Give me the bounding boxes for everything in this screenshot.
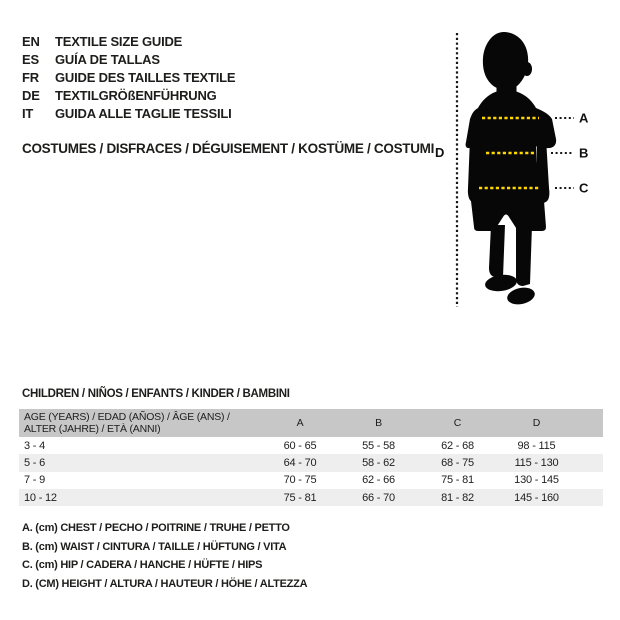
- language-row-es: [22, 51, 235, 69]
- age-cell: 3 - 4: [24, 439, 46, 452]
- chest-value: 70 - 75: [283, 474, 317, 487]
- language-list: [22, 33, 235, 123]
- height-value: 130 - 145: [514, 474, 559, 487]
- language-title: GUIDE DES TAILLES TEXTILE: [55, 70, 236, 85]
- language-title: TEXTILE SIZE GUIDE: [55, 34, 183, 49]
- chest-value: 60 - 65: [283, 439, 317, 452]
- language-row-it: [22, 105, 235, 123]
- language-title: GUÍA DE TALLAS: [55, 52, 160, 67]
- hip-label-c: C: [579, 180, 589, 196]
- waist-value: 62 - 66: [362, 474, 395, 487]
- age-cell: 10 - 12: [19, 489, 261, 506]
- table-row: [19, 437, 603, 454]
- height-value: 115 - 130: [497, 454, 576, 471]
- chest-label-a: A: [579, 110, 589, 126]
- age-header-line2: ALTER (JAHRE) / ETÀ (ANNI): [24, 423, 161, 435]
- table-row: [19, 489, 603, 506]
- height-value: 145 - 160: [497, 489, 576, 506]
- language-code: EN: [22, 34, 40, 49]
- language-row-de: [22, 87, 235, 105]
- height-label-d: D: [435, 145, 445, 160]
- waist-label-b: B: [579, 145, 589, 161]
- column-header-a: A: [261, 409, 339, 437]
- language-title: GUIDA ALLE TAGLIE TESSILI: [55, 106, 232, 121]
- table-row: [19, 472, 603, 489]
- legend-height: D. (CM) HEIGHT / ALTURA / HAUTEUR / HÖHE / ALTEZZA: [22, 577, 308, 590]
- waist-value: 55 - 58: [362, 439, 395, 452]
- language-code: FR: [22, 70, 39, 85]
- header-spacer: [576, 409, 603, 437]
- language-row-fr: [22, 69, 235, 87]
- age-cell: 5 - 6: [19, 454, 261, 471]
- measurement-figure: [425, 20, 620, 320]
- size-table: [19, 409, 603, 506]
- language-code: IT: [22, 106, 34, 121]
- language-title: TEXTILGRÖßENFÜHRUNG: [55, 88, 217, 103]
- category-title: COSTUMES / DISFRACES / DÉGUISEMENT / KOSTÜME / COSTUMI: [22, 141, 435, 156]
- age-column-header: [19, 409, 261, 437]
- language-row-en: [22, 33, 235, 51]
- chest-value: 75 - 81: [261, 489, 339, 506]
- waist-value: 58 - 62: [339, 454, 418, 471]
- table-row: [19, 454, 603, 471]
- column-header-c: C: [418, 409, 497, 437]
- table-header-row: [19, 409, 603, 437]
- age-cell: 7 - 9: [24, 474, 46, 487]
- chest-value: 64 - 70: [261, 454, 339, 471]
- hip-value: 75 - 81: [441, 474, 474, 487]
- legend-waist: B. (cm) WAIST / CINTURA / TAILLE / HÜFTUNG / VITA: [22, 540, 287, 553]
- column-header-d: D: [497, 409, 576, 437]
- age-header-line1: AGE (YEARS) / EDAD (AÑOS) / ÂGE (ANS) /: [24, 410, 230, 423]
- measurement-legend: [22, 519, 307, 593]
- column-header-b: B: [339, 409, 418, 437]
- hip-value: 68 - 75: [418, 454, 497, 471]
- children-section-title: CHILDREN / NIÑOS / ENFANTS / KINDER / BAMBINI: [22, 388, 290, 400]
- child-silhouette-icon: [466, 32, 557, 307]
- height-value: 98 - 115: [517, 439, 556, 452]
- language-code: DE: [22, 88, 40, 103]
- legend-chest: A. (cm) CHEST / PECHO / POITRINE / TRUHE / PETTO: [22, 522, 290, 534]
- hip-value: 62 - 68: [441, 439, 474, 452]
- language-code: ES: [22, 52, 39, 67]
- hip-value: 81 - 82: [418, 489, 497, 506]
- legend-hip: C. (cm) HIP / CADERA / HANCHE / HÜFTE / HIPS: [22, 559, 263, 571]
- waist-value: 66 - 70: [339, 489, 418, 506]
